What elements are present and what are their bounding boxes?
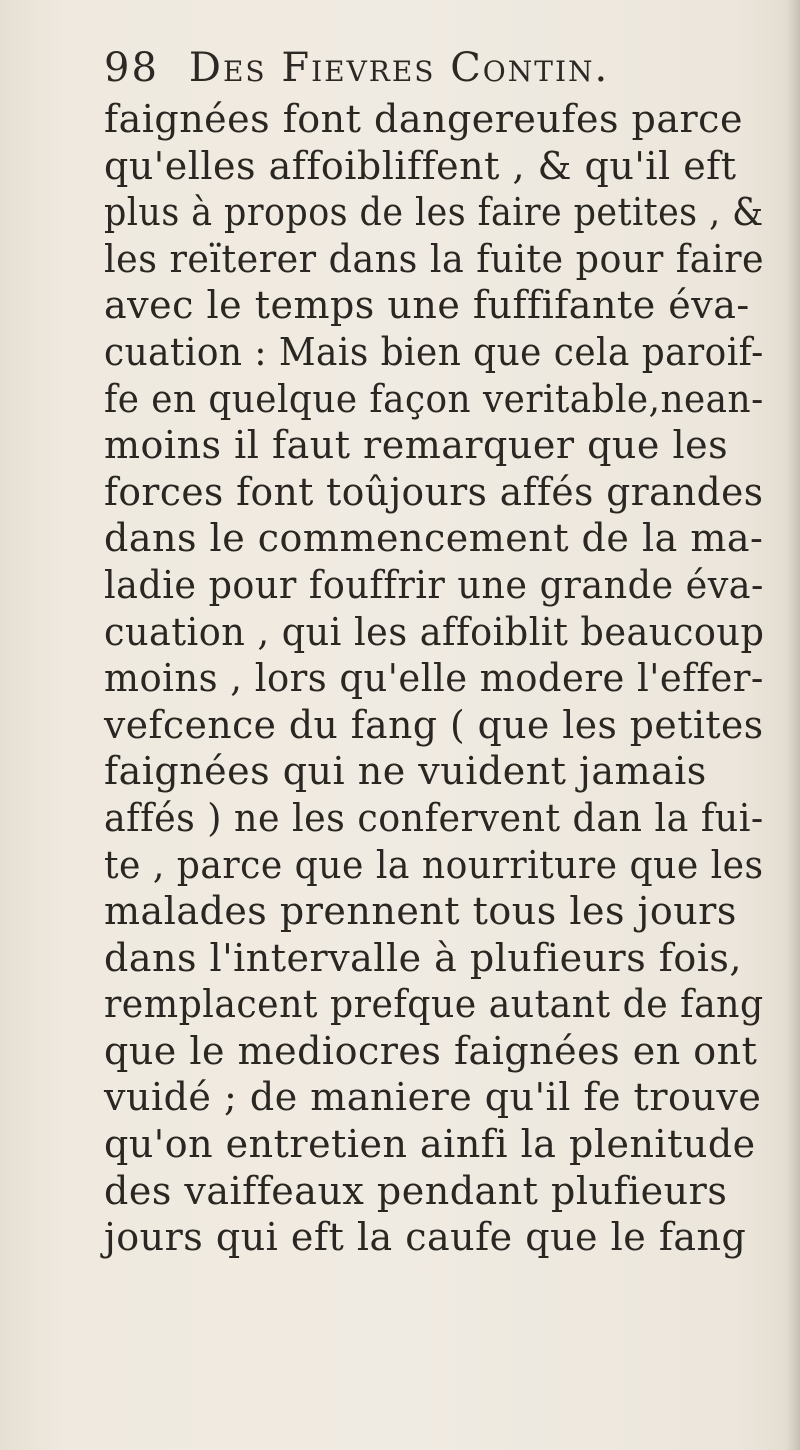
- text-line: vefcence du fang ( que les petites: [104, 702, 764, 747]
- text-line: moins , lors qu'elle modere l'effer-: [104, 656, 764, 701]
- text-line: qu'elles affoibliffent , & qu'il eft: [104, 143, 737, 188]
- text-line: qu'on entretien ainfi la plenitude: [104, 1122, 756, 1167]
- text-line: fe en quelque façon veritable,nean-: [104, 376, 764, 421]
- page-edge-shadow: [786, 0, 800, 1450]
- text-line: que le mediocres faignées en ont: [104, 1028, 758, 1073]
- text-line: avec le temps une fuffifante éva-: [104, 283, 750, 328]
- text-line: plus à propos de les faire petites , &: [104, 190, 764, 235]
- text-line: faignées font dangereufes parce: [104, 97, 743, 141]
- running-header: [104, 38, 744, 98]
- text-line: moins il faut remarquer que les: [104, 423, 729, 468]
- text-line: affés ) ne les confervent dan la fui-: [104, 795, 764, 840]
- body-text: [104, 96, 764, 1261]
- running-head-title: Des Fievres Contin.: [188, 45, 610, 91]
- text-line: des vaiffeaux pendant plufieurs: [104, 1168, 728, 1213]
- text-line: dans le commencement de la ma-: [104, 516, 764, 561]
- text-line: te , parce que la nourriture que les: [104, 842, 764, 887]
- text-line: malades prennent tous les jours: [104, 889, 737, 934]
- text-line: faignées qui ne vuident jamais: [104, 749, 707, 794]
- text-line: vuidé ; de maniere qu'il fe trouve: [104, 1075, 762, 1120]
- text-line: les reïterer dans la fuite pour faire: [104, 236, 765, 281]
- text-line: ladie pour fouffrir une grande éva-: [104, 562, 764, 607]
- text-line: forces font toûjours affés grandes: [104, 469, 764, 514]
- text-line: cuation , qui les affoiblit beaucoup: [104, 609, 765, 654]
- page-number: 98: [104, 45, 159, 91]
- text-line: remplacent prefque autant de fang: [104, 982, 764, 1027]
- text-line: dans l'intervalle à plufieurs fois,: [104, 935, 742, 980]
- text-line: jours qui eft la caufe que le fang: [104, 1215, 747, 1260]
- text-line: cuation : Mais bien que cela paroif-: [104, 329, 764, 374]
